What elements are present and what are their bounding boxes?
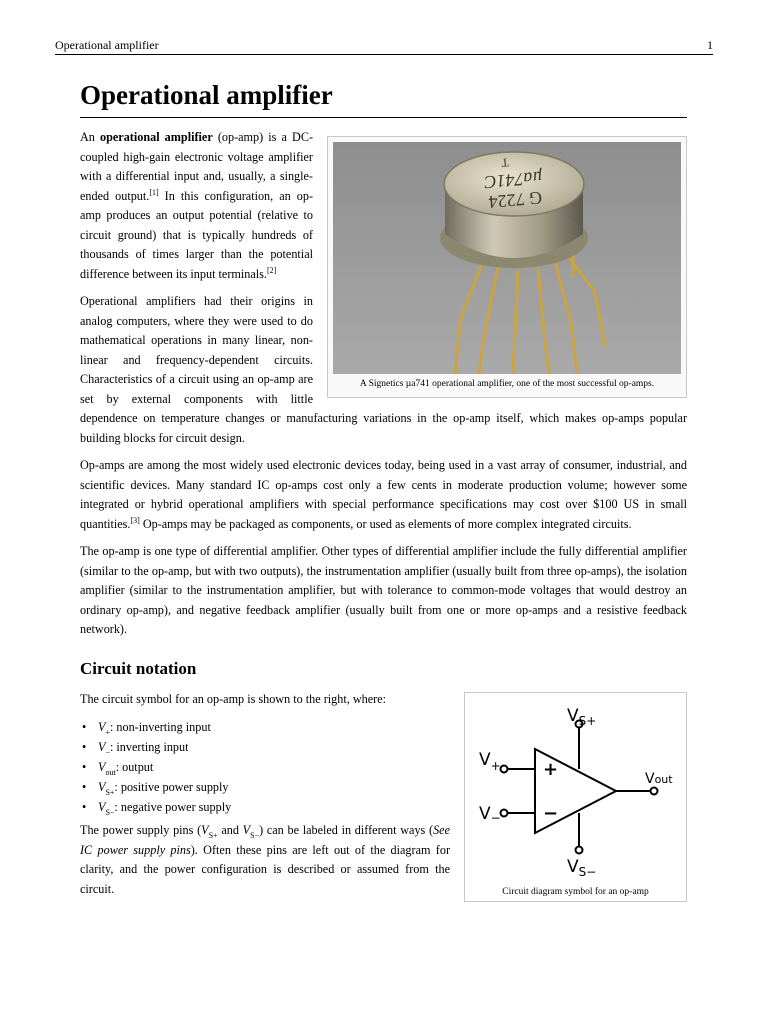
intro-paragraph-1: An operational amplifier (op-amp) is a DC-coupled high-gain electronic voltage amplifier with a differential input and, usually, a single-ended output.[1] In this configuration, an op-amp produces an output potential (relative to circuit ground) that is typically hundreds of thousands of times larger than the potential difference between its input terminals.[2] [80,130,314,281]
minus-sign: − [543,802,559,824]
plus-sign: + [543,758,559,780]
label-vsminus: $V_{S-}$ [567,856,597,879]
citation-2[interactable]: [2] [266,265,277,275]
page-number: 1 [707,38,713,52]
label-vout: Vout [645,770,673,787]
intro-paragraph-3: Op-amps are among the most widely used electronic devices today, being used in a vast array of consumer, industrial, and scientific devices. Many standard IC op-amps cost only a few cents in moderate production volume; however some integrated or hybrid operational amplifiers with special performance specifications may cost over $100 US in small quantities.[3] Op-amps may be packaged as components, or used as elements of more complex integrated circuits. [80,458,687,531]
photo-caption: A Signetics µa741 operational amplifier, one of the most successful op-amps. [359,379,655,389]
running-title: Operational amplifier [55,38,159,52]
photo-frame [327,136,687,398]
list-item: • $V_-$: inverting input [80,737,687,757]
running-header [55,38,713,55]
list-item: • $V_{out}$: output [80,757,687,777]
intro-paragraph-4: The op-amp is one type of differential amplifier. Other types of differential amplifier include the fully differential amplifier (similar to the op-amp, but with two outputs), the instrumentation amplifier (usually built from three op-amps), the isolation amplifier (similar to the instrumentation amplifier, but with tolerance to common-mode voltages that would destroy an ordinary op-amp), and negative feedback amplifier (usually built from one or more op-amps and a resistive feedback network). [80,544,687,636]
photo-figure [327,136,687,398]
list-item: • $V_{S+}$: positive power supply [80,777,687,797]
diagram-caption: Circuit diagram symbol for an op-amp [502,886,649,897]
citation-1[interactable]: [1] [149,187,159,197]
list-item: • $V_+$: non-inverting input [80,717,687,737]
see-also-link[interactable]: See IC power supply pins [80,823,450,857]
term-operational-amplifier: operational amplifier [100,130,213,144]
vsminus-terminal [576,846,583,853]
citation-3[interactable]: [3] [130,515,140,525]
list-item: • $V_{S-}$: negative power supply [80,797,687,817]
marking-line-1: G 7224 [487,187,543,213]
label-vminus: V− [479,803,501,825]
power-supply-paragraph: The power supply pins ($V_{S+}$ and $V_{S-}$) can be labeled in different ways (See IC power supply pins). Often these pins are left out of the diagram for clarity, and the power configuration is described or assumed from the circuit. [80,823,450,896]
label-vsplus: $V_{S+}$ [567,705,597,728]
article-body [80,128,687,907]
label-vplus: $V_+$ [479,749,501,773]
section-heading-circuit-notation: Circuit notation [80,658,197,678]
circuit-intro: The circuit symbol for an op-amp is shown to the right, where: [80,691,386,706]
page-title: Operational amplifier [80,78,687,118]
intro-paragraph-2: Operational amplifiers had their origins in analog computers, where they were used to do mathematical operations in many linear, non-linear and frequency-dependent circuits. Characteristics of a circuit using an op-amp are set by external components with little dependence on temperature changes or manufacturing variations in the op-amp itself, which makes op-amps popular building blocks for circuit design. [80,294,687,445]
marking-line-3: T [500,155,510,170]
symbol-list [80,717,687,817]
marking-line-2: µa741C [483,167,544,193]
op-amp-photo [333,142,681,374]
